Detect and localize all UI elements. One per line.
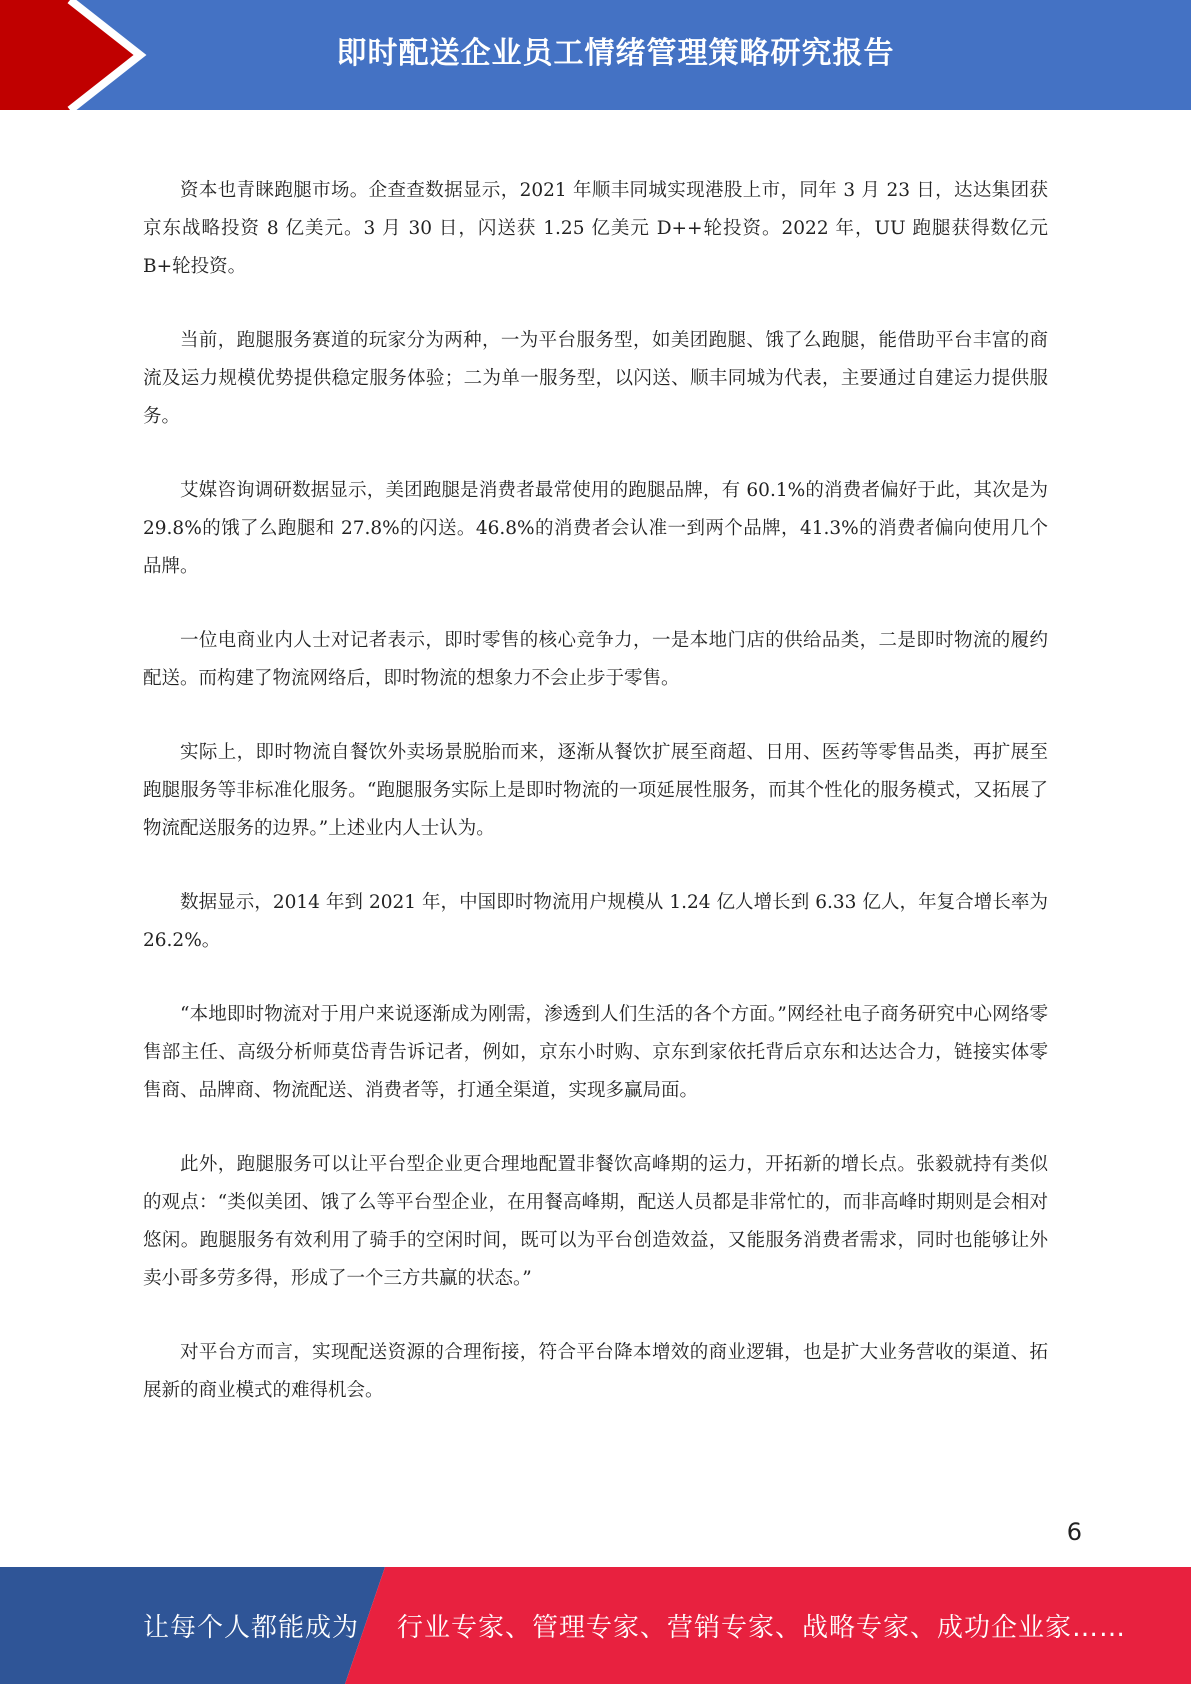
paragraph: 实际上，即时物流自餐饮外卖场景脱胎而来，逐渐从餐饮扩展至商超、日用、医药等零售品类，再扩展至跑腿服务等非标准化服务。“跑腿服务实际上是即时物流的一项延展性服务，而其个性化的服务模式，又拓展了物流配送服务的边界。”上述业内人士认为。 <box>143 742 1048 839</box>
page-header <box>0 0 1191 110</box>
paragraph: 艾媒咨询调研数据显示，美团跑腿是消费者最常使用的跑腿品牌，有 60.1%的消费者偏好于此，其次是为 29.8%的饿了么跑腿和 27.8%的闪送。46.8%的消费者会认准一到两个品牌，41.3%的消费者偏向使用几个品牌。 <box>143 480 1048 577</box>
page-number: 6 <box>1066 1518 1082 1546</box>
paragraph: 一位电商业内人士对记者表示，即时零售的核心竞争力，一是本地门店的供给品类，二是即时物流的履约配送。而构建了物流网络后，即时物流的想象力不会止步于零售。 <box>143 630 1048 689</box>
paragraph: 资本也青睐跑腿市场。企查查数据显示，2021 年顺丰同城实现港股上市，同年 3 月 23 日，达达集团获京东战略投资 8 亿美元。3 月 30 日，闪送获 1.25 亿美元 D++轮投资。2022 年，UU 跑腿获得数亿元 B+轮投资。 <box>143 180 1048 277</box>
article-body <box>143 172 1048 1446</box>
paragraph: “本地即时物流对于用户来说逐渐成为刚需，渗透到人们生活的各个方面。”网经社电子商务研究中心网络零售部主任、高级分析师莫岱青告诉记者，例如，京东小时购、京东到家依托背后京东和达达合力，链接实体零售商、品牌商、物流配送、消费者等，打通全渠道，实现多赢局面。 <box>143 1004 1048 1101</box>
page-footer <box>0 1567 1191 1684</box>
paragraph: 对平台方而言，实现配送资源的合理衔接，符合平台降本增效的商业逻辑，也是扩大业务营收的渠道、拓展新的商业模式的难得机会。 <box>143 1342 1048 1401</box>
footer-slogan-left: 让每个人都能成为 <box>143 1613 360 1643</box>
paragraph: 当前，跑腿服务赛道的玩家分为两种，一为平台服务型，如美团跑腿、饿了么跑腿，能借助平台丰富的商流及运力规模优势提供稳定服务体验；二为单一服务型，以闪送、顺丰同城为代表，主要通过自建运力提供服务。 <box>143 330 1048 427</box>
paragraph: 数据显示，2014 年到 2021 年，中国即时物流用户规模从 1.24 亿人增长到 6.33 亿人，年复合增长率为 26.2%。 <box>143 892 1048 951</box>
report-title: 即时配送企业员工情绪管理策略研究报告 <box>336 36 895 71</box>
paragraph: 此外，跑腿服务可以让平台型企业更合理地配置非餐饮高峰期的运力，开拓新的增长点。张毅就持有类似的观点：“类似美团、饿了么等平台型企业，在用餐高峰期，配送人员都是非常忙的，而非高峰时期则是会相对悠闲。跑腿服务有效利用了骑手的空闲时间，既可以为平台创造效益，又能服务消费者需求，同时也能够让外卖小哥多劳多得，形成了一个三方共赢的状态。” <box>143 1154 1048 1289</box>
footer-slogan-right: 行业专家、管理专家、营销专家、战略专家、成功企业家…… <box>397 1613 1127 1643</box>
